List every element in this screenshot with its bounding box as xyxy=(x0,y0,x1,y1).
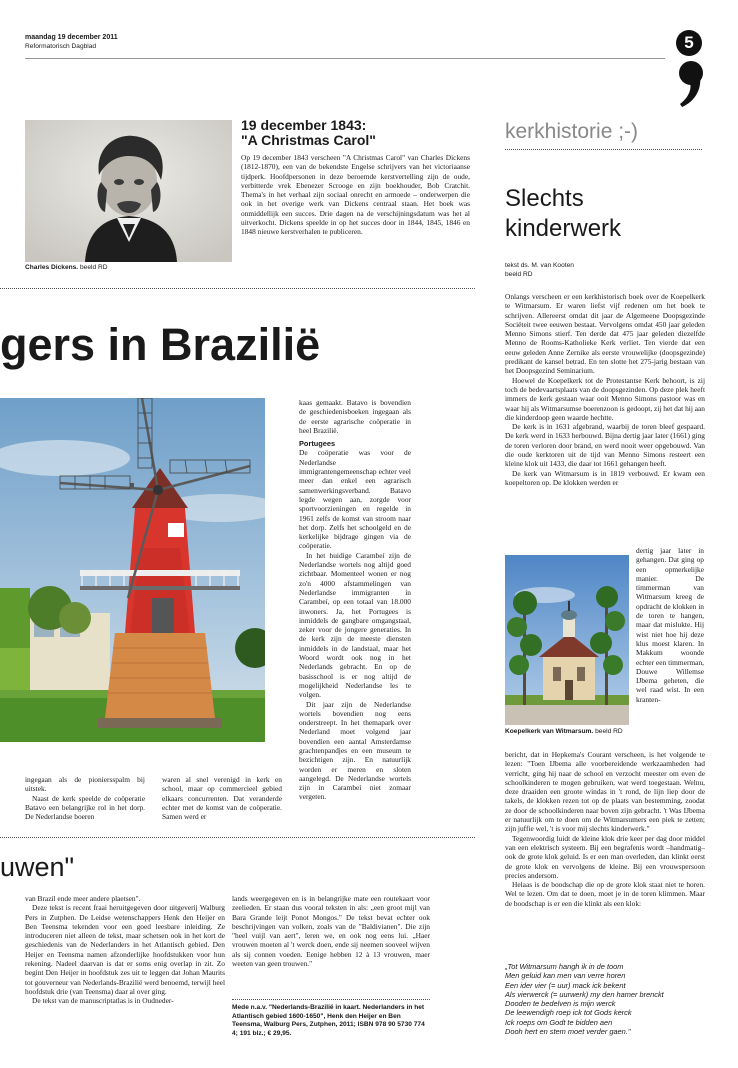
kerk-column-bottom xyxy=(505,750,705,908)
book-column-right xyxy=(232,894,430,968)
book-footer: Mede n.a.v. "Nederlands-Brazilië in kaart. Nederlanders in het Atlantisch gebied 1600-1650", Henk den Heijer en Ben Teensma, Walburg Pers, Zutphen, 2011; ISBN 978 90 5730 774 4; 191 blz.; € 29,95. xyxy=(232,1004,425,1037)
brazil-subhead: Portugees xyxy=(299,439,336,449)
dickens-title xyxy=(241,118,376,148)
book-paragraph: De tekst van de manuscriptatlas is in Oudneder- xyxy=(32,996,174,1006)
dotted-divider xyxy=(0,288,475,289)
poem-line: Een ider vier (= uur) mack ick bekent xyxy=(505,980,626,990)
poem-line: Dooden te bedelven is mijn werck xyxy=(505,999,616,1009)
kerk-headline xyxy=(505,184,621,244)
kerk-column-top xyxy=(505,292,705,487)
brazil-paragraph: Naast de kerk speelde de coöperatie Batavo een belangrijke rol in het dorp. De Nederlandse boeren xyxy=(25,793,145,822)
brazil-column-bottom-mid xyxy=(162,775,282,821)
brazil-paragraph: De coöperatie was voor de Nederlandse immigrantengemeenschap echter veel meer dan enkel een agrarisch samenwerkingsverband. Batavo legde wegen aan, zorgde voor sportvoorzieningen en regelde in 1961 zelfs de komst van stroom naar het dorp. Zelfs het schoolgeld en de kerkelijke bijdrage gingen via de coöperatie. xyxy=(299,448,411,551)
dotted-divider xyxy=(505,149,702,150)
kerk-paragraph: De kerk van Witmarsum is in 1819 verbouwd. Er kwam een koepeltoren op. De klokken werden er xyxy=(505,468,705,487)
kerk-headline-line2: kinderwerk xyxy=(505,215,622,242)
comma-logo-icon xyxy=(674,58,706,108)
header-date: maandag 19 december 2011 xyxy=(25,34,118,41)
dickens-caption xyxy=(25,264,108,271)
poem-line: Als vierwerck (= uurwerk) my den hamer brenckt xyxy=(505,989,664,999)
poem-line: Ick roeps om Godt te bidden aen xyxy=(505,1017,613,1027)
brazil-paragraph: ingegaan als de pioniersspalm bij uitstek. xyxy=(25,775,145,794)
poem-line: Dooh hert en stem moet verder gaen." xyxy=(505,1027,631,1037)
dickens-paragraph: Op 19 december 1843 verscheen "A Christmas Carol" van Charles Dickens (1812-1870), een van de bekendste Engelse schrijvers van het victoriaanse tijdperk. Hoofdpersonen in deze beroemde kerstvertelling zijn de oude, verbitterde vrek Ebenezer Scrooge en zijn boekhouder, Bob Cratchit. Thema's in het verhaal zijn sociaal onrecht en armoede – onderwerpen die ook in het overige werk van Dickens centraal staan. Het boek was onmiddellijk een succes. Drie dagen na de verschijningsdatum was het al uitverkocht. Dickens speelde in op het succes door in 1844, 1845, 1846 en 1848 nieuwe kerstverhalen te publiceren. xyxy=(241,153,470,237)
poem-line: „Tot Witmarsum hangh ik in de toom xyxy=(505,962,624,971)
kerk-headline-line1: Slechts xyxy=(505,185,584,212)
dickens-text xyxy=(241,153,470,237)
dotted-divider xyxy=(232,999,430,1000)
section-label: kerkhistorie ;-) xyxy=(505,120,639,143)
brazil-column-right xyxy=(299,398,411,802)
brazil-headline: gers in Brazilië xyxy=(0,319,321,370)
kerk-column-side xyxy=(636,546,704,704)
book-paragraph: lands weergegeven en is in belangrijke mate een routekaart voor zeelieden. Er staan dus vooral teksten in als: „een groot mijl van Bara Grande leijt Ponot Mongos." De tekst bevat echter ook beschrijvingen van volken, zoals van de "Baldivianen". Die zijn "heel vuijl van aert", leren we, en ook nog eens lui. „Haer vrouwen moeten al 't werck doen, ende sij neemen sooveel wijven als sij connen voeden. Eenige hebben 12 à 13 vrouwen, maer weeten van geen trouwen." xyxy=(232,894,430,969)
header-rule xyxy=(25,58,665,59)
poem-line: Men geluid kan men van verre horen xyxy=(505,971,626,981)
koepelkerk-caption xyxy=(505,728,623,735)
kerk-paragraph: Helaas is de boodschap die op de grote klok staat niet te horen. Wel te lezen. Om dat te doen, moet je in de toren klimmen. Maar de boodschap is er een die klinkt als een klok: xyxy=(505,880,705,908)
dickens-title-line1: 19 december 1843: xyxy=(241,117,367,133)
kerk-byline-credit: beeld RD xyxy=(505,270,533,278)
book-paragraph: Deze tekst is recent fraai heruitgegeven door uitgeverij Walburg Pers in Zutphen. De Leidse wetenschappers Henk den Heijer en Ben Teensma tekenden voor een goed leesbare inleiding. Ze introduceren niet alleen de tekst, maar schetsen ook in het kort de geschiedenis van de Nederlanders in het Atlantisch gebied. Den Heijer en Teensma namen afzonderlijke hoofdstukken voor hun rekening. Nadeel daarvan is dat er soms enig overlap in zit. Zo begint Den Heijer in hoofdstuk zes uit te leggen dat Johan Maurits tot gouverneur van Nederlands-Brazilië werd benoemd, terwijl heel hoofdstuk drie (van Teensma) daar al over ging. xyxy=(25,903,225,996)
koepelkerk-photo xyxy=(505,555,629,725)
kerk-paragraph: Onlangs verscheen er een kerkhistorisch boek over de Koepelkerk te Witmarsum. Er waren liefst vijf redenen om het boek te schrijven. Allereerst omdat dit jaar de Algemeene Doopsgezinde Sociëteit twee eeuwen bestaat. Vervolgens omdat 450 jaar geleden Menno Simons stierf. Ten derde dat 475 jaar geleden diezelfde Menno de Rooms-Katholieke Kerk verliet. Ten vierde dat een eeuw geleden Anne Zernike als eerste vrouwelijke (doopsgezinde) predikant de kansel betrad. En ten slotte het 275-jarig bestaan van het Doopsgezind Seminarium. xyxy=(505,292,705,376)
koepelkerk-caption-name: Koepelkerk van Witmarsum. xyxy=(505,728,594,735)
book-paragraph: van Brazil ende meer andere plaetsen". xyxy=(25,894,141,903)
windmill-photo xyxy=(0,398,265,742)
book-column-left xyxy=(25,894,225,1006)
header-publication: Reformatorisch Dagblad xyxy=(25,43,97,50)
dickens-title-line2: "A Christmas Carol" xyxy=(241,132,376,148)
kerk-paragraph: Tegenwoordig luidt de kleine klok drie keer per dag door middel van een elektrisch systeem. Bij een begrafenis wordt –handmatig– ook de grote klok geluid. Is er een man overleden, dan klinkt eerst de grote klok en vervolgens de kleine. Bij een vrouwspersoon precies andersom. xyxy=(505,833,705,880)
kerk-byline-author: tekst ds. M. van Kooten xyxy=(505,262,574,269)
kerk-poem xyxy=(505,962,705,1036)
kerk-paragraph: dertig jaar later in gehangen. Dat ging op een opmerkelijke manier. De timmerman van Witmarsum kreeg de opdracht de klokken in de toren te hangen, maar dat mislukte. Hij wist niet hoe hij deze klus moest klaren. In Makkum woonde echter een timmerman, Douwe Willemse IJbema geheten, die wel raad wist. In een kranten- xyxy=(636,546,704,704)
poem-line: De leewendigh roep ick tot Gods kerck xyxy=(505,1008,632,1018)
kerk-byline xyxy=(505,262,574,279)
brazil-paragraph: kaas gemaakt. Batavo is bovendien de geschiedenisboeken ingegaan als de eerste agrarische coöperatie in heel Brazilië. xyxy=(299,398,411,435)
dickens-portrait xyxy=(25,120,232,262)
dickens-caption-credit: beeld RD xyxy=(80,264,108,271)
koepelkerk-caption-credit: beeld RD xyxy=(595,728,623,735)
brazil-column-bottom-left xyxy=(25,775,145,821)
brazil-paragraph: Dit jaar zijn de Nederlandse wortels bovendien nog eens onderstreept. In het themapark over Nederland moet volgend jaar bovendien een aantal Amsterdamse grachtenpandjes en een museum te bezichtigen zijn. En natuurlijk worden er meren en sloten aangelegd. De Nederlandse wortels zijn in Carambeí niet zomaar vergeten. xyxy=(299,699,411,802)
book-headline: uwen" xyxy=(0,852,75,882)
brazil-paragraph: In het huidige Carambeí zijn de Nederlandse wortels nog altijd goed zichtbaar. Momenteel wonen er nog zo'n 4000 afstammelingen van Nederlandse immigranten in Carambeí, op een totaal van 18.000 inwoners. Ja, het Portugees is inmiddels de gangbare omgangstaal, zeker voor de jongere generaties. In de kerk zijn de meeste diensten inmiddels in de landstaal, maar het Woord wordt ook nog in het Nederlands gebracht. En op de basisschool is er nog altijd de mogelijkheid Nederlandse les te volgen. xyxy=(299,550,411,700)
dotted-divider xyxy=(0,837,475,838)
page-number-badge: 5 xyxy=(676,30,702,56)
kerk-paragraph: Hoewel de Koepelkerk tot de Protestantse Kerk behoort, is zij toch de bedevaartsplaats van de doopsgezinden. Op deze plek heeft immers de kerk gestaan waar ooit Menno Simons pastoor was en waar hij als Witmarsumse boerenzoon is gedoopt, zij het dat hij aan die kinderdoop geen waarde hechtte. xyxy=(505,375,705,422)
dickens-caption-name: Charles Dickens. xyxy=(25,264,79,271)
brazil-paragraph: waren al snel verenigd in kerk en school, maar op commercieel gebied elkaars concurrenten. Dat veranderde echter met de komst van de coöperatie. Samen werd er xyxy=(162,775,282,822)
kerk-paragraph: bericht, dat in Hepkema's Courant verscheen, is het volgende te lezen: "Toen IJbema alle voorbereidende werkzaamheden had verricht, ging hij naar de school en verzocht meester om even de schoolkinderen te mogen gebruiken, wat werd toegestaan. Welnu, deze draaiden een groote windas in 't rond, de lijn liep door de takels, de klokken rezen tot op de plaats van bestemming, zoodat ze door de schoolkinderen naar boven zijn gebracht. 't Was IJbema er natuurlijk om te doen om de Witmarsumers een piek te zetten; zijn juffie wel, 't is voor mij slechts kinderwerk." xyxy=(505,750,705,834)
kerk-paragraph: De kerk is in 1631 afgebrand, waarbij de toren bleef gespaard. De kerk werd in 1633 herbouwd. Bijna dertig jaar later (1661) ging de toren verloren door brand, en werd nooit weer opgebouwd. Van die oude kerktoren uit de tijd van Menno Simons resteert een kleine klok uit 1433, die daar tot 1661 gehangen heeft. xyxy=(505,422,705,469)
